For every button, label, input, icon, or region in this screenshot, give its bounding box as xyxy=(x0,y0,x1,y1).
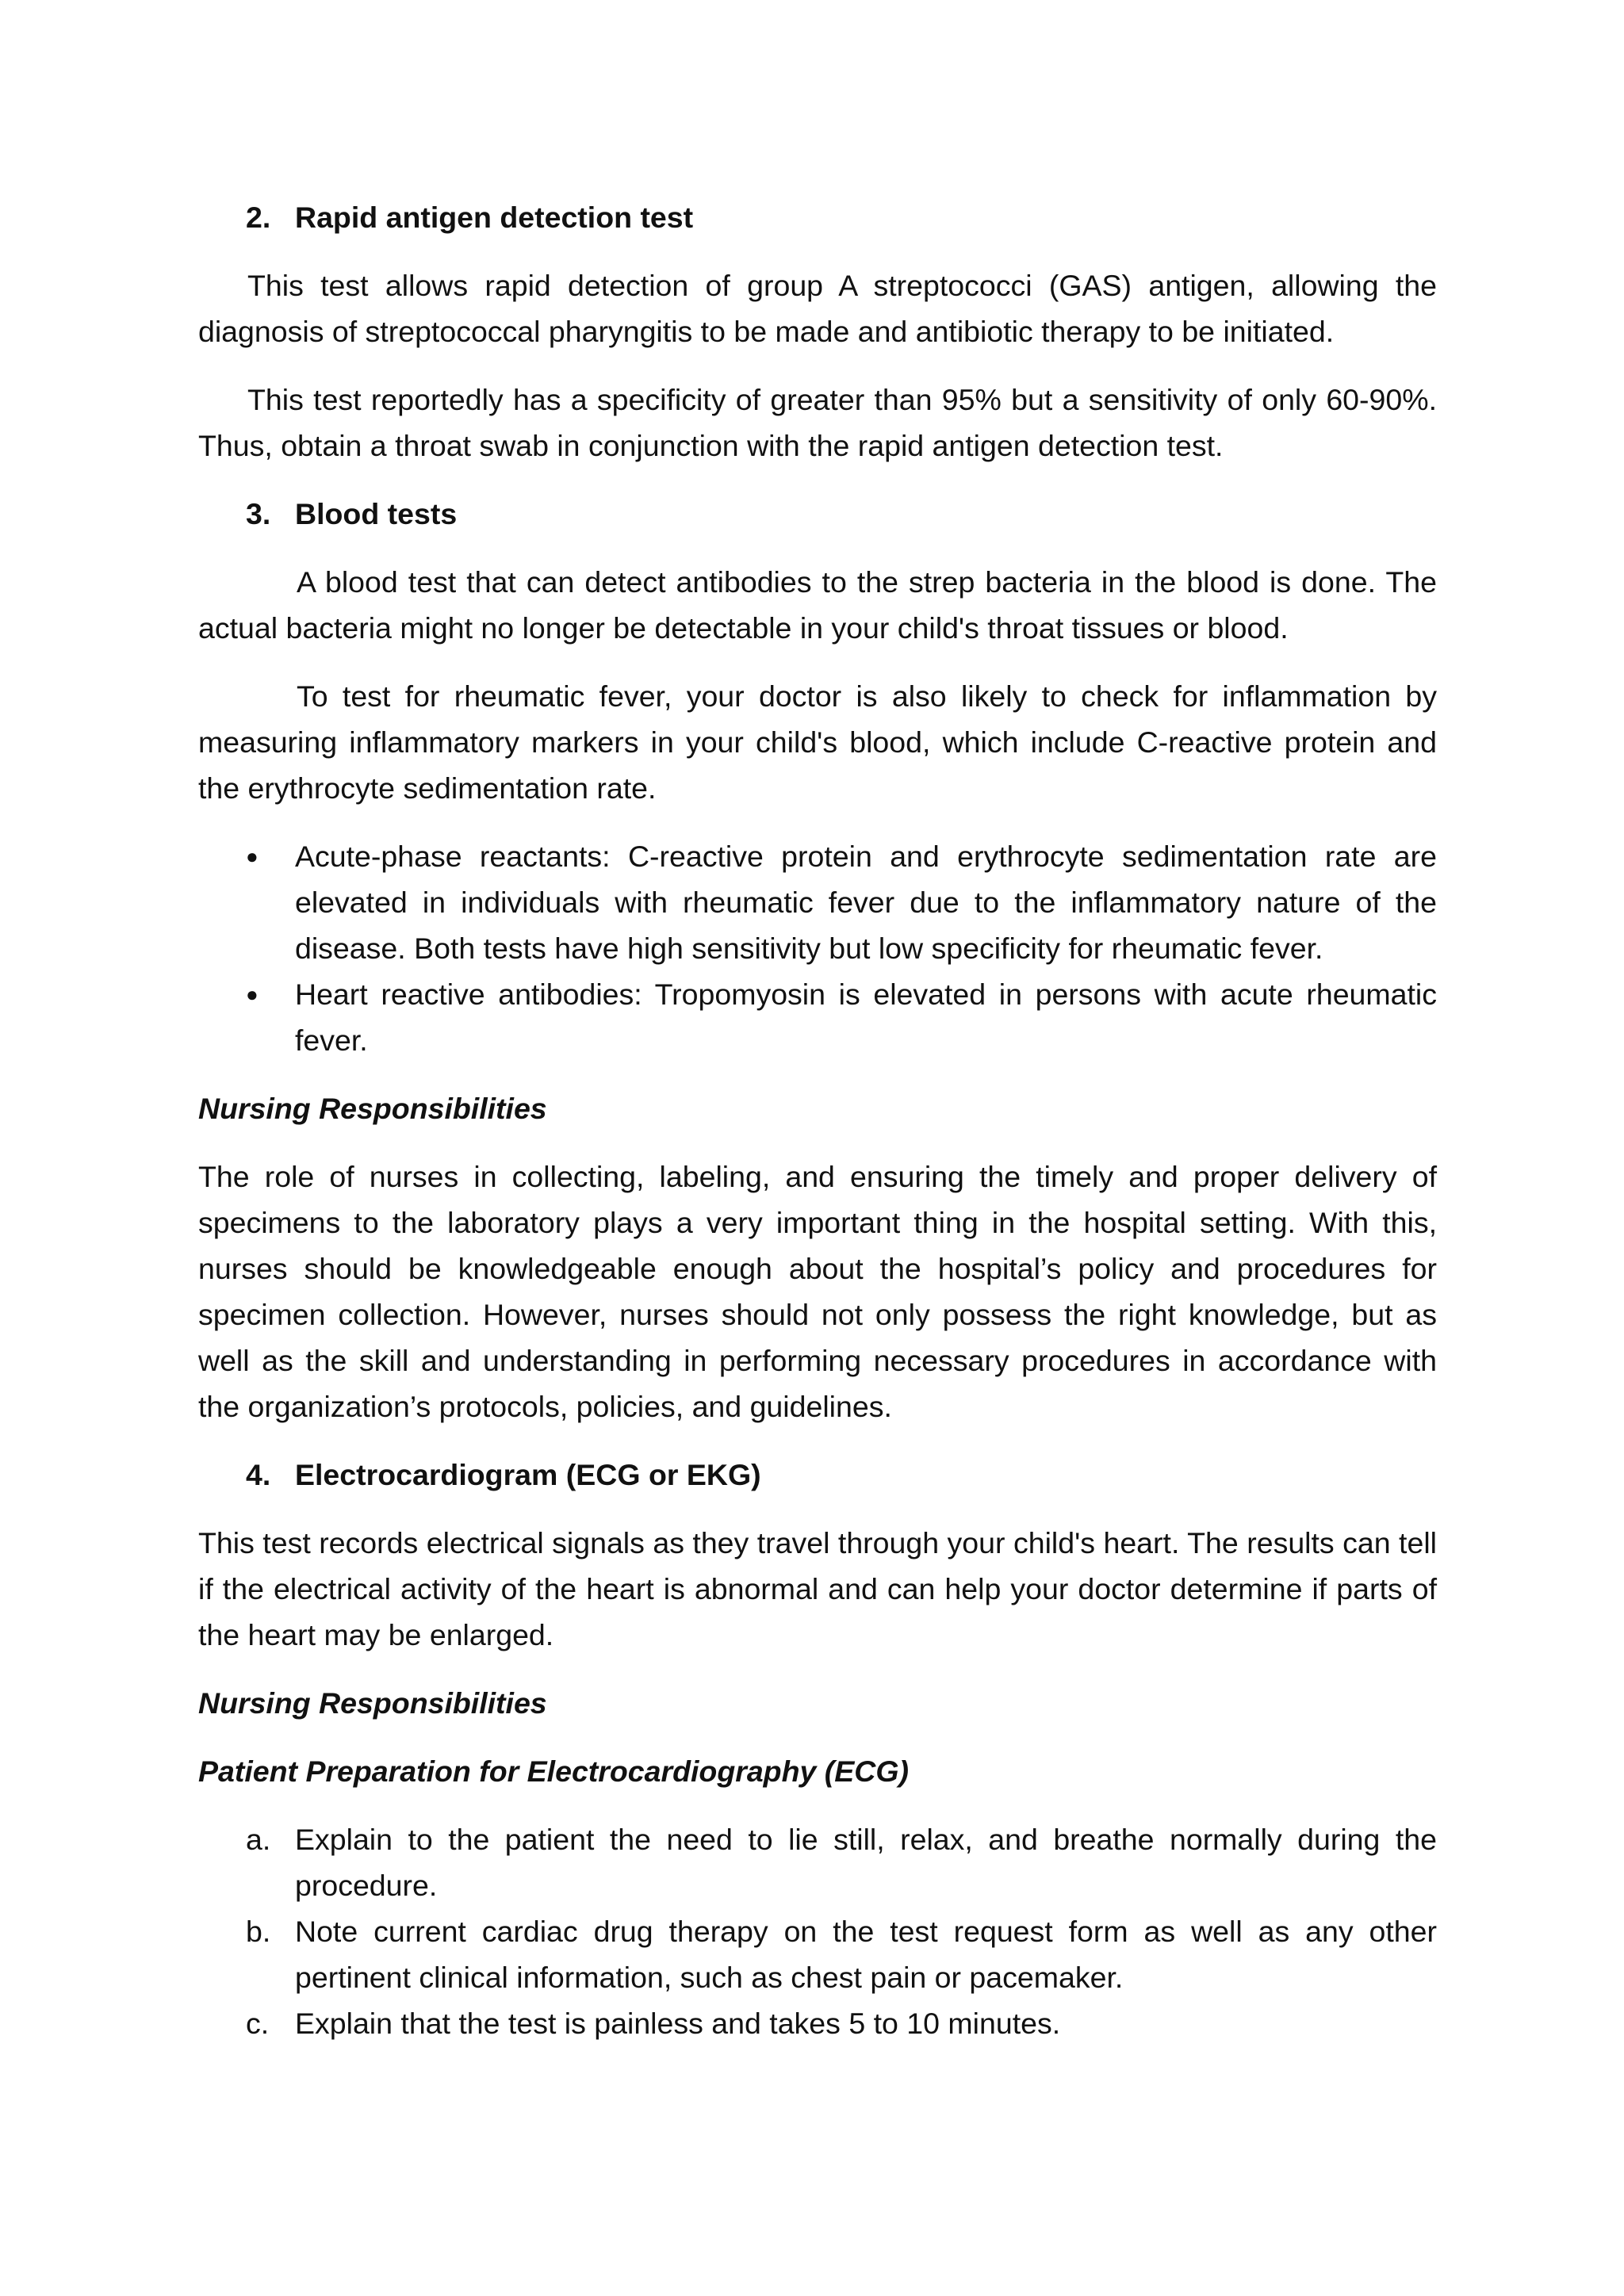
lettered-list xyxy=(198,1816,1437,2046)
list-letter: a. xyxy=(246,1823,271,1856)
paragraph: A blood test that can detect antibodies to the strep bacteria in the blood is done. The actual bacteria might no longer be detectable in your child's throat tissues or blood. xyxy=(198,565,1437,645)
bullet-icon: ● xyxy=(246,844,259,868)
paragraph: This test allows rapid detection of group A streptococci (GAS) antigen, allowing the diagnosis of streptococcal pharyngitis to be made and antibiotic therapy to be initiated. xyxy=(198,269,1437,348)
paragraph: This test records electrical signals as they travel through your child's heart. The results can tell if the electrical activity of the heart is abnormal and can help your doctor determine if parts of the heart may be enlarged. xyxy=(198,1526,1437,1651)
list-item-text: Note current cardiac drug therapy on the test request form as well as any other pertinent clinical information, such as chest pain or pacemaker. xyxy=(295,1915,1437,1994)
list-item-text: Explain to the patient the need to lie still, relax, and breathe normally during the procedure. xyxy=(295,1823,1437,1902)
section-heading-rapid-antigen xyxy=(198,194,1437,240)
paragraph: This test reportedly has a specificity of greater than 95% but a sensitivity of only 60-90%. Thus, obtain a throat swab in conjunction with the rapid antigen detection test. xyxy=(198,383,1437,462)
bullet-list xyxy=(198,833,1437,1063)
list-item xyxy=(198,971,1437,1063)
bullet-icon: ● xyxy=(246,982,259,1006)
list-item-text: Heart reactive antibodies: Tropomyosin is elevated in persons with acute rheumatic fever. xyxy=(295,978,1437,1057)
nursing-responsibilities-heading: Nursing Responsibilities xyxy=(198,1686,547,1720)
section-title: Rapid antigen detection test xyxy=(295,201,694,234)
list-item xyxy=(198,1908,1437,2000)
patient-preparation-heading: Patient Preparation for Electrocardiography (ECG) xyxy=(198,1755,910,1788)
document-page xyxy=(198,194,1437,2046)
section-number: 4. xyxy=(246,1458,271,1491)
list-item xyxy=(198,833,1437,971)
list-letter: b. xyxy=(246,1915,271,1948)
list-item-text: Explain that the test is painless and takes 5 to 10 minutes. xyxy=(295,2007,1061,2040)
paragraph: The role of nurses in collecting, labeling, and ensuring the timely and proper delivery of specimens to the laboratory plays a very important thing in the hospital setting. With this, nurses should be knowledgeable enough about the hospital’s policy and procedures for specimen collection. However, nurses should not only possess the right knowledge, but as well as the skill and understanding in performing necessary procedures in accordance with the organization’s protocols, policies, and guidelines. xyxy=(198,1160,1437,1423)
list-item xyxy=(198,2000,1437,2046)
section-number: 3. xyxy=(246,497,271,530)
nursing-responsibilities-heading: Nursing Responsibilities xyxy=(198,1092,547,1125)
section-number: 2. xyxy=(246,201,271,234)
paragraph: To test for rheumatic fever, your doctor is also likely to check for inflammation by measuring inflammatory markers in your child's blood, which include C-reactive protein and the erythrocyte sedimentation rate. xyxy=(198,679,1437,805)
section-heading-blood-tests xyxy=(198,491,1437,537)
section-title: Blood tests xyxy=(295,497,458,530)
section-heading-ecg xyxy=(198,1452,1437,1498)
list-item-text: Acute-phase reactants: C-reactive protein and erythrocyte sedimentation rate are elevated in individuals with rheumatic fever due to the inflammatory nature of the disease. Both tests have high sensitivity but low specificity for rheumatic fever. xyxy=(295,840,1437,965)
list-letter: c. xyxy=(246,2007,270,2040)
list-item xyxy=(198,1816,1437,1908)
section-title: Electrocardiogram (ECG or EKG) xyxy=(295,1458,761,1491)
